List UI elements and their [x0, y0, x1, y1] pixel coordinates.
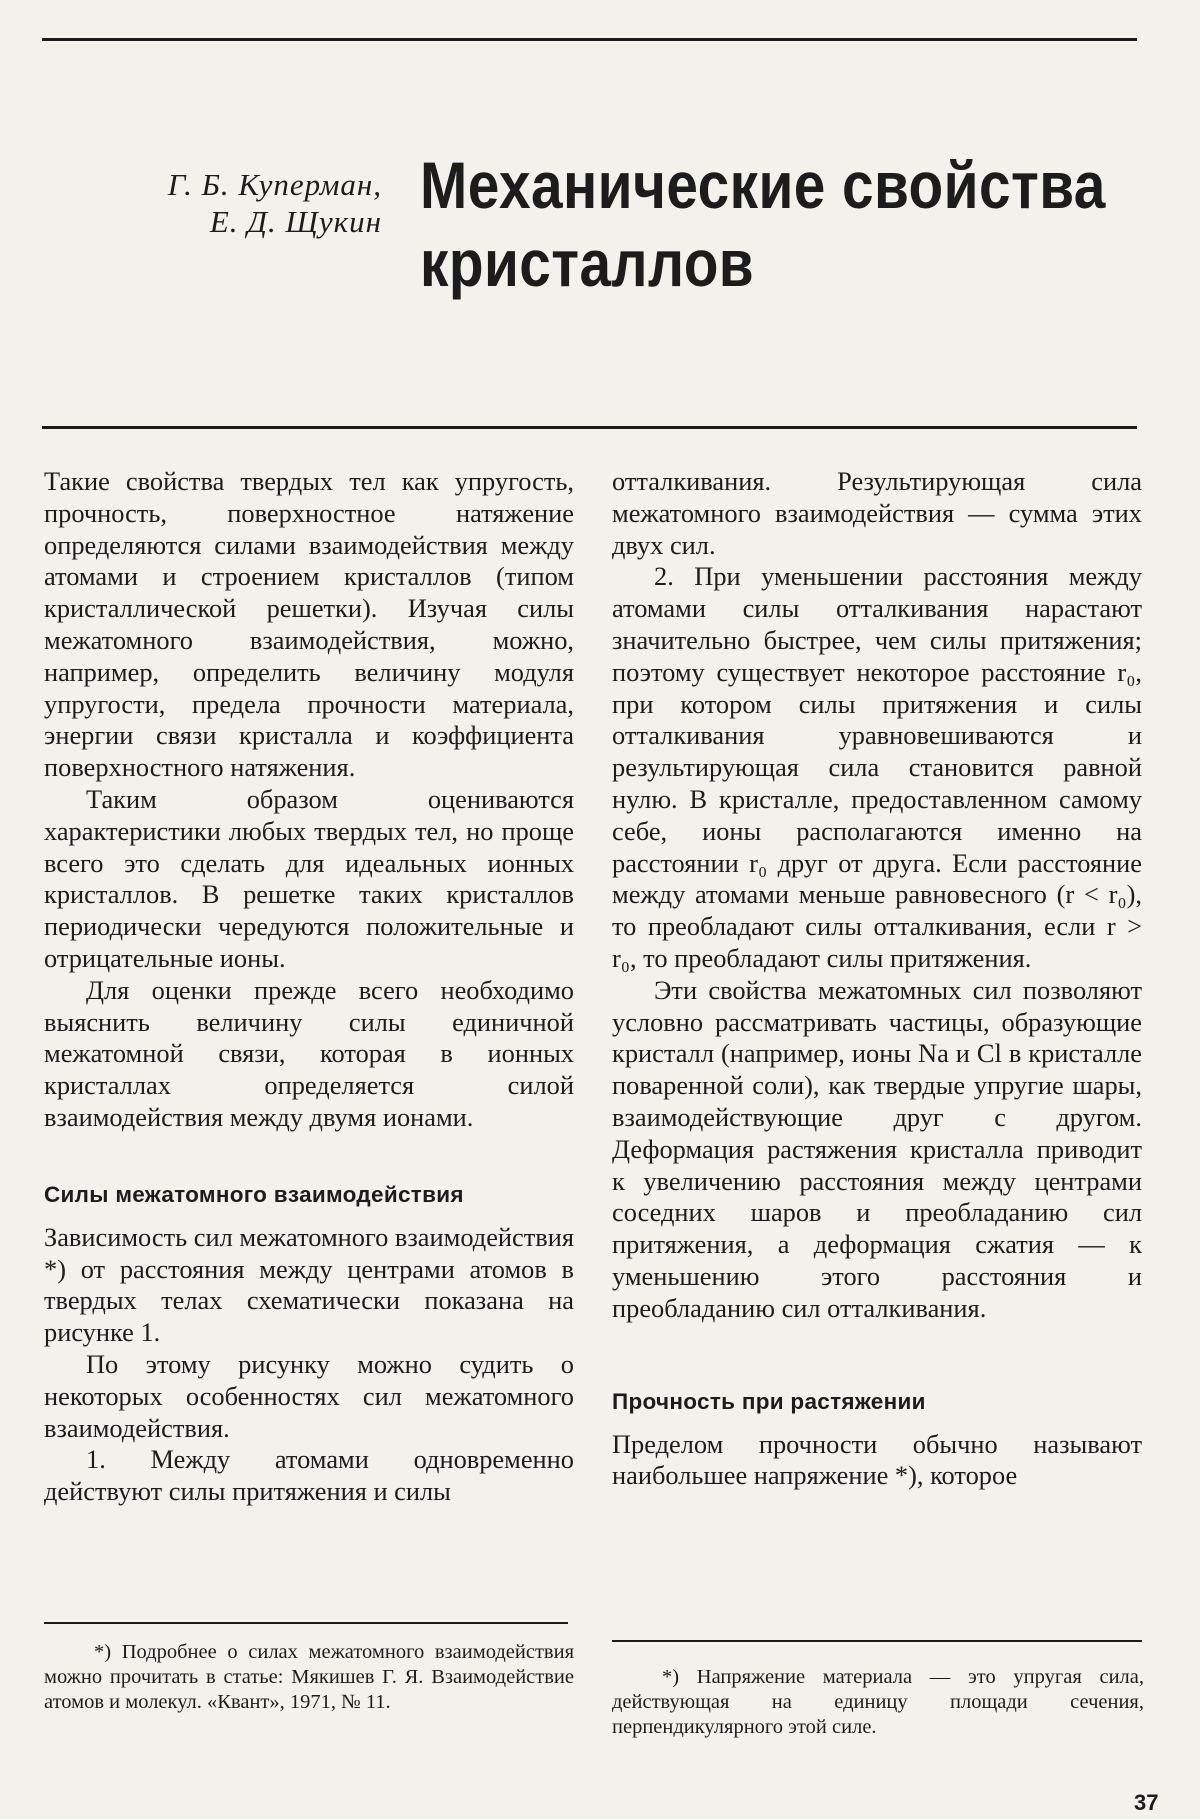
paragraph: 1. Между атомами одновременно действуют силы притяжения и силы [44, 1444, 574, 1507]
title-line-1: Механические свойства [420, 148, 1106, 222]
paragraph: По этому рисунку можно судить о некоторых особенностях сил межатомного взаимодействия. [44, 1348, 574, 1443]
paragraph: Зависимость сил межатомного взаимодействия *) от расстояния между центрами атомов в твердых телах схематически показана на рисунке 1. [44, 1221, 575, 1348]
page-number: 37 [1134, 1790, 1159, 1815]
authors [80, 166, 382, 240]
footnote-text: *) Подробнее о силах межатомного взаимодействия можно прочитать в статье: Мякишев Г. Я. Взаимодействие атомов и молекул. «Квант», 1971, № 11. [44, 1641, 574, 1713]
article-title [420, 146, 1106, 302]
section-heading-tensile-strength: Прочность при растяжении [612, 1388, 926, 1414]
footnote-rule-left [44, 1622, 568, 1624]
section-heading-interatomic-forces: Силы межатомного взаимодействия [44, 1181, 464, 1207]
left-column [44, 466, 574, 1508]
paragraph: Эти свойства межатомных сил позволяют условно рассматривать частицы, образующие кристалл (например, ионы Na и Cl в кристалле поваренной соли), как твердые упругие шары, взаимодействующие друг с другом. Деформация растяжения кристалла приводит к увеличению расстояния между центрами соседних шаров и преобладанию сил притяжения, а деформация сжатия — к уменьшению этого расстояния и преобладанию сил отталкивания. [612, 974, 1142, 1323]
footnote-left [44, 1640, 574, 1715]
top-rule [42, 38, 1137, 41]
paragraph: Для оценки прежде всего необходимо выяснить величину силы единичной межатомной связи, которая в ионных кристаллах определяется силой взаимодействия между двумя ионами. [44, 974, 574, 1132]
header-rule [42, 426, 1137, 429]
footnote-rule-right [612, 1640, 1142, 1642]
right-column [612, 466, 1142, 1492]
paragraph: Такие свойства твердых тел как упругость, прочность, поверхностное натяжение определяются силами взаимодействия между атомами и строением кристаллов (типом кристаллической решетки). Изучая силы межатомного взаимодействия, можно, например, определить величину модуля упругости, предела прочности материала, энергии связи кристалла и коэффициента поверхностного натяжения. [44, 466, 574, 783]
author-1: Г. Б. Куперман, [167, 167, 382, 202]
footnote-right [612, 1665, 1144, 1740]
footnote-text: *) Напряжение материала — это упругая сила, действующая на единицу площади сечения, перпендикулярного этой силе. [612, 1666, 1144, 1738]
paragraph: Пределом прочности обычно называют наибольшее напряжение *), которое [612, 1428, 1142, 1491]
paragraph: 2. При уменьшении расстояния между атомами силы отталкивания нарастают значительно быстрее, чем силы притяжения; поэтому существует некоторое расстояние r₀, при котором силы притяжения и силы отталкивания уравновешиваются и результирующая сила становится равной нулю. В кристалле, предоставленном самому себе, ионы располагаются именно на расстоянии r₀ друг от друга. Если расстояние между атомами меньше равновесного (r < r₀), то преобладают силы отталкивания, если r > r₀, то преобладают силы притяжения. [612, 561, 1142, 973]
paragraph: Таким образом оцениваются характеристики любых твердых тел, но проще всего это сделать для идеальных ионных кристаллов. В решетке таких кристаллов периодически чередуются положительные и отрицательные ионы. [44, 783, 574, 973]
title-line-2: кристаллов [420, 226, 755, 300]
paragraph: отталкивания. Результирующая сила межатомного взаимодействия — сумма этих двух сил. [612, 466, 1142, 560]
author-2: Е. Д. Щукин [209, 204, 382, 239]
